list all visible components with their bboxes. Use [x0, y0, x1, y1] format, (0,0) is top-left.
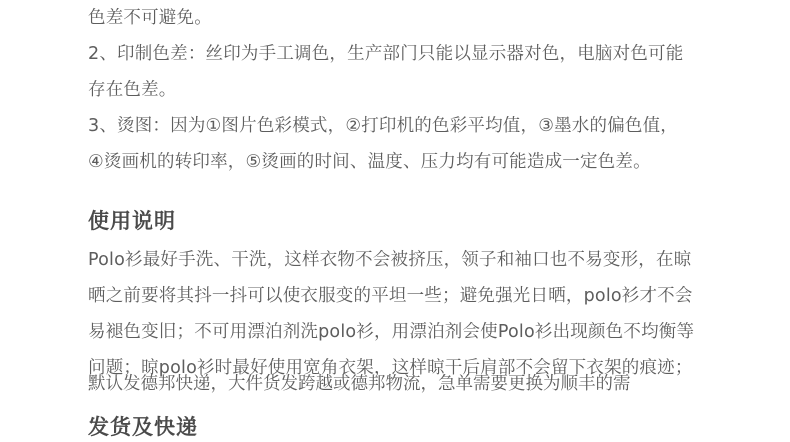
spacer: [88, 180, 702, 206]
paragraph-line: 存在色差。: [88, 80, 177, 100]
paragraph-line: 3、烫图：因为①图片色彩模式，②打印机的色彩平均值，③墨水的偏色值，: [88, 116, 678, 136]
paragraph-line: 晒之前要将其抖一抖可以使衣服变的平坦一些；避免强光日晒，polo衫才不会: [88, 286, 693, 306]
paragraph-line: 色差不可避免。: [88, 8, 212, 28]
section-title-usage: 使用说明: [88, 209, 176, 233]
shipping-paragraph-clipped: [0, 374, 790, 400]
paragraph-line: ④烫画机的转印率，⑤烫画的时间、温度、压力均有可能造成一定色差。: [88, 152, 651, 172]
section-title-shipping: 发货及快递: [88, 415, 198, 439]
top-paragraph-block: [88, 0, 702, 180]
paragraph-line: Polo衫最好手洗、干洗，这样衣物不会被挤压，领子和袖口也不易变形，在晾: [88, 250, 692, 270]
paragraph-line: 默认发德邦快递，大件货发跨越或德邦物流，急单需要更换为顺丰的需: [88, 374, 631, 394]
paragraph-line: 问题；晾polo衫时最好使用宽角衣架，这样晾干后肩部不会留下衣架的痕迹；: [88, 358, 693, 378]
paragraph-color-difference: [88, 0, 702, 180]
paragraph-line: 易褪色变旧；不可用漂泊剂洗polo衫，用漂泊剂会使Polo衫出现颜色不均衡等: [88, 322, 695, 342]
paragraph-line: 2、印制色差：丝印为手工调色，生产部门只能以显示器对色，电脑对色可能: [88, 44, 684, 64]
paragraph-usage: [88, 242, 702, 386]
